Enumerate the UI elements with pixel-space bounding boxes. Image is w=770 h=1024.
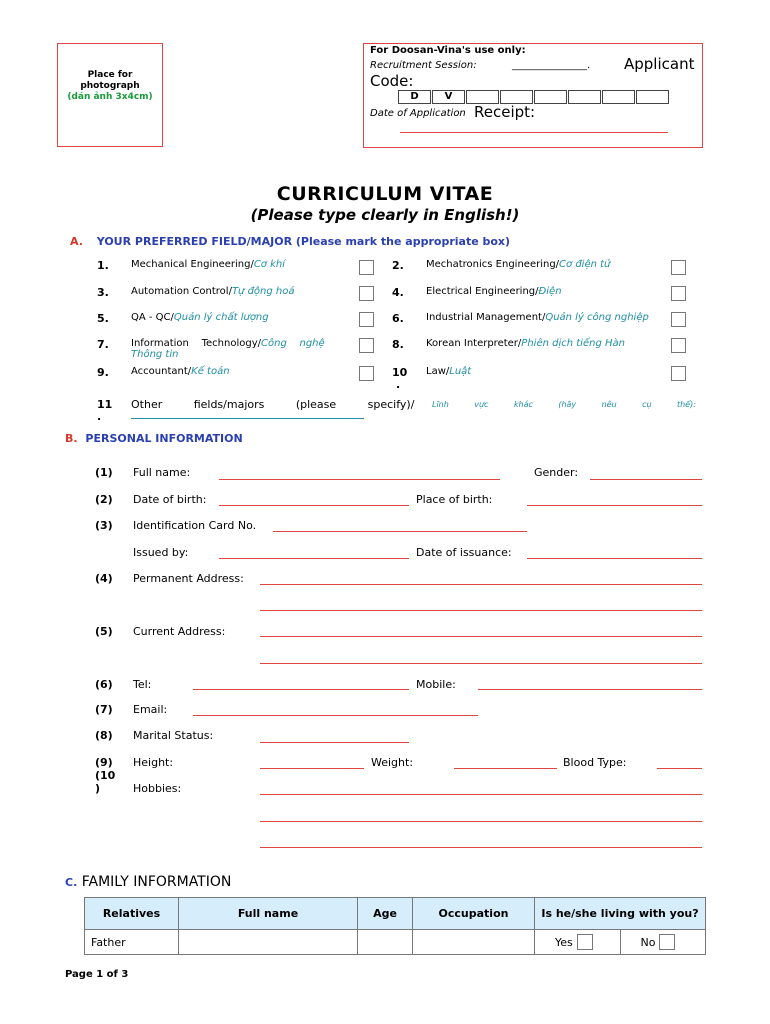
col-full-name: Full name <box>179 898 358 930</box>
item-num: (3) <box>95 519 113 532</box>
family-table <box>84 897 706 955</box>
code-label: Code: <box>370 72 414 90</box>
col-occupation: Occupation <box>413 898 535 930</box>
other-field-label: Other fields/majors (please specify)/ <box>131 398 415 411</box>
item-num: (2) <box>95 493 113 506</box>
field-label: Korean Interpreter/Phiên dịch tiếng Hàn <box>426 338 625 349</box>
weight-label: Weight: <box>371 756 414 769</box>
field-num: 5. <box>97 312 109 325</box>
email-label: Email: <box>133 703 168 716</box>
page-subtitle: (Please type clearly in English!) <box>250 206 520 224</box>
date-issuance-field[interactable] <box>527 558 702 559</box>
no-label: No <box>640 935 656 949</box>
table-row <box>85 930 706 955</box>
field-num-dot: . <box>97 410 102 423</box>
dob-label: Date of birth: <box>133 493 207 506</box>
section-a-heading <box>70 235 510 248</box>
tel-field[interactable] <box>193 689 409 690</box>
field-num: 1. <box>97 259 109 272</box>
item-num: (5) <box>95 625 113 638</box>
date-of-application-label: Date of Application <box>370 108 466 119</box>
field-num: 9. <box>97 366 109 379</box>
height-field[interactable] <box>260 768 364 769</box>
section-a-title: YOUR PREFERRED FIELD/MAJOR (Please mark the appropriate box) <box>96 235 511 248</box>
field-checkbox[interactable] <box>359 260 374 275</box>
id-card-field[interactable] <box>273 531 527 532</box>
section-a-letter: A. <box>70 235 83 248</box>
living-with-cell <box>535 930 706 955</box>
other-field-label-vn: Lĩnh vực khác (hãy nêu cụ thể): <box>432 400 696 409</box>
other-field-input-line[interactable] <box>131 418 364 419</box>
field-checkbox[interactable] <box>359 286 374 301</box>
field-num: 11 <box>97 398 113 411</box>
yes-checkbox[interactable] <box>577 934 593 950</box>
mobile-label: Mobile: <box>416 678 456 691</box>
email-field[interactable] <box>193 715 478 716</box>
item-num: (10 <box>95 769 116 782</box>
item-num: (4) <box>95 572 113 585</box>
cur-addr-field[interactable] <box>260 636 702 637</box>
field-label: QA - QC/Quản lý chất lượng <box>131 312 269 323</box>
field-num: 4. <box>392 286 404 299</box>
yes-option[interactable] <box>535 930 621 954</box>
field-num-dot: . <box>396 378 401 391</box>
applicant-code-grid[interactable] <box>398 90 670 104</box>
perm-addr-field[interactable] <box>260 584 702 585</box>
hobbies-field[interactable] <box>260 794 702 795</box>
item-num: (9) <box>95 756 113 769</box>
field-label: Electrical Engineering/Điện <box>426 286 562 297</box>
yes-label: Yes <box>555 935 573 949</box>
col-age: Age <box>358 898 413 930</box>
full-name-cell[interactable] <box>179 930 358 955</box>
pob-label: Place of birth: <box>416 493 493 506</box>
marital-label: Marital Status: <box>133 729 214 742</box>
hobbies-field-2[interactable] <box>260 821 702 822</box>
hobbies-label: Hobbies: <box>133 782 182 795</box>
code-cell[interactable] <box>636 90 669 104</box>
relative-cell: Father <box>85 930 179 955</box>
field-label-cont: Thông tin <box>131 349 179 360</box>
page-footer: Page 1 of 3 <box>65 969 129 980</box>
office-use-box <box>363 43 703 148</box>
code-cell[interactable] <box>568 90 601 104</box>
field-label: Law/Luật <box>426 366 472 377</box>
field-label: Information Technology/Công nghệ <box>131 338 325 349</box>
receipt-date-line[interactable] <box>400 132 668 133</box>
section-c-title: FAMILY INFORMATION <box>81 874 232 890</box>
field-checkbox[interactable] <box>359 366 374 381</box>
item-num-cont: ) <box>95 782 101 795</box>
height-label: Height: <box>133 756 174 769</box>
field-checkbox[interactable] <box>671 338 686 353</box>
blood-label: Blood Type: <box>563 756 627 769</box>
field-num: 3. <box>97 286 109 299</box>
section-b-heading <box>65 432 243 445</box>
full-name-field[interactable] <box>219 479 500 480</box>
field-checkbox[interactable] <box>671 260 686 275</box>
photo-label-3: (dán ảnh 3x4cm) <box>67 92 153 102</box>
full-name-label: Full name: <box>133 466 191 479</box>
code-cell[interactable] <box>500 90 533 104</box>
no-option[interactable] <box>621 930 706 954</box>
weight-field[interactable] <box>454 768 557 769</box>
field-label: Industrial Management/Quản lý công nghiệp <box>426 312 649 323</box>
field-label: Mechatronics Engineering/Cơ điện tử <box>426 259 611 270</box>
field-num: 7. <box>97 338 109 351</box>
section-b-letter: B. <box>65 432 78 445</box>
cur-addr-label: Current Address: <box>133 625 226 638</box>
hobbies-field-3[interactable] <box>260 847 702 848</box>
applicant-label: Applicant <box>624 55 695 73</box>
recruitment-session-label: Recruitment Session: <box>370 60 477 71</box>
issued-by-label: Issued by: <box>133 546 189 559</box>
item-num: (8) <box>95 729 113 742</box>
code-cell[interactable] <box>534 90 567 104</box>
photo-label-1: Place for <box>87 70 133 80</box>
col-living-with: Is he/she living with you? <box>535 898 706 930</box>
perm-addr-field-2[interactable] <box>260 610 702 611</box>
field-checkbox[interactable] <box>359 338 374 353</box>
date-issuance-label: Date of issuance: <box>416 546 512 559</box>
dob-field[interactable] <box>219 505 409 506</box>
item-num: (6) <box>95 678 113 691</box>
occupation-cell[interactable] <box>413 930 535 955</box>
office-use-title: For Doosan-Vina's use only: <box>370 45 526 56</box>
photo-label-2: photograph <box>80 81 140 91</box>
pob-field[interactable] <box>527 505 702 506</box>
field-num: 6. <box>392 312 404 325</box>
field-label: Accountant/Kế toán <box>131 366 230 377</box>
gender-field[interactable] <box>590 479 702 480</box>
receipt-label: Receipt: <box>474 103 536 121</box>
field-label: Automation Control/Tự động hoá <box>131 286 295 297</box>
field-checkbox[interactable] <box>671 366 686 381</box>
code-cell[interactable]: V <box>432 90 465 104</box>
no-checkbox[interactable] <box>659 934 675 950</box>
perm-addr-label: Permanent Address: <box>133 572 244 585</box>
id-card-label: Identification Card No. <box>133 519 257 532</box>
photo-placeholder <box>57 43 163 147</box>
field-checkbox[interactable] <box>671 312 686 327</box>
item-num: (1) <box>95 466 113 479</box>
issued-by-field[interactable] <box>219 558 409 559</box>
tel-label: Tel: <box>133 678 152 691</box>
page-title: CURRICULUM VITAE <box>276 183 494 205</box>
section-c-heading <box>65 874 231 890</box>
field-label: Mechanical Engineering/Cơ khí <box>131 259 285 270</box>
mobile-field[interactable] <box>478 689 702 690</box>
code-cell[interactable] <box>602 90 635 104</box>
field-num: 2. <box>392 259 404 272</box>
marital-field[interactable] <box>260 742 409 743</box>
code-cell[interactable]: D <box>398 90 431 104</box>
section-b-title: PERSONAL INFORMATION <box>85 432 243 445</box>
code-cell[interactable] <box>466 90 499 104</box>
field-checkbox[interactable] <box>359 312 374 327</box>
col-relatives: Relatives <box>85 898 179 930</box>
cur-addr-field-2[interactable] <box>260 663 702 664</box>
field-checkbox[interactable] <box>671 286 686 301</box>
field-num: 8. <box>392 338 404 351</box>
section-c-letter: C. <box>65 876 78 889</box>
gender-label: Gender: <box>534 466 579 479</box>
item-num: (7) <box>95 703 113 716</box>
blood-field[interactable] <box>657 768 702 769</box>
recruitment-session-blank[interactable]: _______________. <box>512 60 591 71</box>
field-num: 10 <box>392 366 408 379</box>
age-cell[interactable] <box>358 930 413 955</box>
